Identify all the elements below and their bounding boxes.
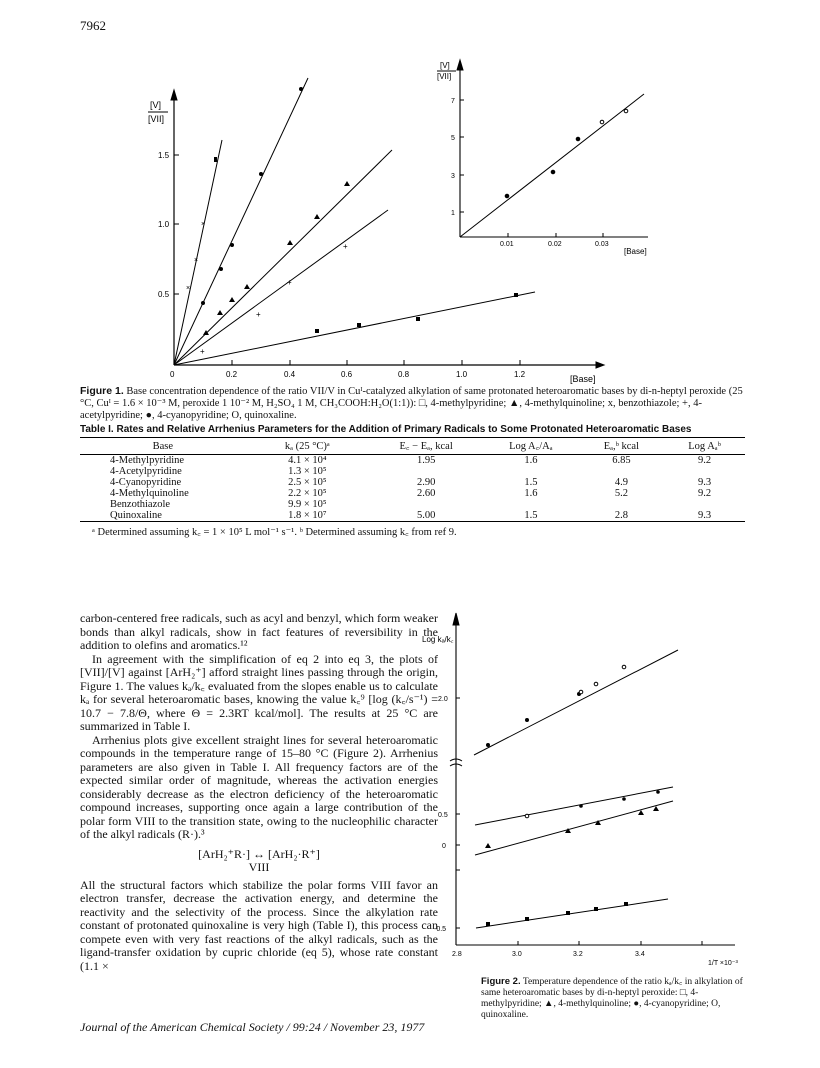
marker-circle — [622, 665, 626, 669]
marker-square — [315, 329, 319, 333]
marker-circle — [579, 690, 583, 694]
cell: 2.90 — [416, 477, 436, 488]
x-tick-label: 0.8 — [398, 370, 410, 379]
cell — [579, 466, 665, 477]
y-tick-label: 0.5 — [158, 290, 170, 299]
line-4-acetylpyridine — [174, 210, 388, 365]
y-tick-label: 1.0 — [158, 220, 170, 229]
figure-1-main-plot — [171, 78, 604, 368]
marker-triangle — [485, 843, 491, 848]
y-axis-label: Log kₐ/k꜀ — [422, 635, 454, 644]
marker-square — [514, 293, 518, 297]
figure-2 — [422, 605, 760, 975]
cell-base: Quinoxaline — [80, 510, 246, 522]
cell-base: 4-Methylquinoline — [110, 488, 189, 499]
table-1-grid — [80, 437, 745, 522]
marker-triangle — [653, 806, 659, 811]
cell-base: 4-Cyanopyridine — [110, 477, 182, 488]
y-label-top: [V] — [150, 100, 162, 110]
x-axis-arrow — [596, 362, 604, 368]
line-quinoxaline — [474, 650, 678, 755]
cell — [664, 466, 745, 477]
inset-y-tick: 5 — [451, 135, 455, 142]
figure-2-labels — [422, 635, 739, 967]
marker-dot — [201, 301, 205, 305]
line-4-methylpyridine — [476, 899, 668, 928]
figure-2-caption-text: Temperature dependence of the ratio kₐ/k꜀ in alkylation of same heteroaromatic bases by di-n-heptyl peroxide: □, 4-methylpyridine; ▲, 4-methylquinoline; ●, 4-cyanopyridine; O, quinoxaline. — [481, 977, 743, 1020]
cell — [369, 499, 483, 510]
figure-1-caption-text: Base concentration dependence of the ratio VII/V in Cuᴵ-catalyzed alkylation of same protonated heteroaromatic bases by di-n-heptyl peroxide (25 °C, Cuᴵ = 1.6 × 10⁻³ M, peroxide 1 10⁻² M, H₂SO₄ 1 M, CH₃COOH:H₂O(1:1)): □, 4-methylpyridine; ▲, 4-methylquinoline; x, benzothiazole; +, 4-acetylpyridine; ●, 4-cyanopyridine; O, quinoxaline. — [80, 386, 743, 421]
marker-dot — [259, 172, 263, 176]
cell — [664, 499, 745, 510]
marker-square — [486, 922, 490, 926]
table-row — [80, 488, 745, 499]
y-axis-arrow — [171, 90, 177, 100]
figure-2-axes — [450, 613, 735, 945]
marker-dot — [551, 170, 555, 174]
y-label-bottom: [VII] — [148, 114, 165, 124]
cell: 6.85 — [612, 455, 631, 466]
cell: 1.5 — [483, 510, 578, 522]
journal-footer: Journal of the American Chemical Society / 99:24 / November 23, 1977 — [80, 1020, 425, 1034]
marker-dot — [299, 87, 303, 91]
inset-x-tick: 0.02 — [548, 241, 562, 248]
inset-y-label-bottom: [VII] — [437, 72, 452, 81]
cell: 1.5 — [524, 477, 538, 488]
cell-base: 4-Acetylpyridine — [110, 466, 182, 477]
cell: 5.2 — [614, 488, 628, 499]
y-tick-label: 2.0 — [438, 696, 448, 703]
table-row — [80, 510, 745, 522]
marker-triangle — [314, 214, 320, 219]
cell: 2.60 — [416, 488, 436, 499]
inset-x-tick: 0.01 — [500, 241, 514, 248]
x-tick-label: 1.2 — [514, 370, 526, 379]
figure-2-caption-label: Figure 2. — [481, 976, 521, 987]
x-tick-label: 0.2 — [226, 370, 238, 379]
figure-1-main-labels — [148, 100, 596, 384]
table-1-footnote: ᵃ Determined assuming k꜀ = 1 × 10⁵ L mol⁻¹ s⁻¹. ᵇ Determined assuming k꜀ from ref 9. — [92, 527, 457, 538]
marker-plus: + — [343, 242, 348, 251]
marker-dot — [576, 137, 580, 141]
table-1 — [80, 424, 745, 539]
marker-x: × — [194, 257, 199, 264]
figure-1-markers — [186, 87, 518, 356]
line-4-cyanopyridine — [174, 78, 308, 365]
x-tick-label: 3.0 — [512, 951, 522, 958]
marker-square — [624, 902, 628, 906]
paragraph: Arrhenius plots give excellent straight lines for several heteroaromatic compounds in the temperature range of 15–80 °C (Figure 2). Arrhenius parameters are also given in Table I. All frequency factors are of the expected similar order of magnitude, whereas the activation energies considerably decrease as the electron deficiency of the heteroaromatic compound increases, supporting once again a large contribution of the polar form VIII to the transition state, owing to the nucleophilic character of the alkyl radicals (R·).³ — [80, 732, 438, 841]
line-4-methylquinoline — [475, 801, 673, 855]
cell: 1.95 — [416, 455, 436, 466]
cell: 5.00 — [369, 510, 483, 522]
marker-triangle — [344, 181, 350, 186]
cell-base: Benzothiazole — [110, 499, 171, 510]
header-cell: kₐ (25 °C)ᵃ — [246, 438, 370, 455]
x-tick-label: 3.4 — [635, 951, 645, 958]
inset-y-tick: 3 — [451, 173, 455, 180]
x-tick-label: 1.0 — [456, 370, 468, 379]
figure-2-caption — [481, 976, 746, 1021]
inset-x-axis-label: [Base] — [624, 247, 647, 256]
cell: 9.9 × 10⁵ — [288, 499, 327, 510]
marker-circle — [624, 109, 628, 113]
marker-square — [416, 317, 420, 321]
marker-dot — [579, 804, 583, 808]
marker-circle — [525, 814, 529, 818]
cell: 1.6 — [524, 488, 538, 499]
marker-circle — [594, 682, 598, 686]
marker-square — [594, 907, 598, 911]
header-cell: Base — [80, 438, 246, 455]
cell: 9.2 — [698, 488, 712, 499]
table-row — [80, 499, 745, 510]
table-row — [80, 466, 745, 477]
line-4-methylpyridine — [174, 292, 535, 365]
marker-dot — [219, 267, 223, 271]
header-cell: Eₐ,ᵇ kcal — [579, 438, 665, 455]
figure-1-inset — [457, 60, 648, 237]
marker-dot — [622, 797, 626, 801]
marker-plus: + — [200, 347, 205, 356]
marker-triangle — [229, 297, 235, 302]
inset-x-tick: 0.03 — [595, 241, 609, 248]
marker-dot — [656, 790, 660, 794]
header-cell: E꜀ − Eₐ, kcal — [369, 438, 483, 455]
cell-base: 4-Methylpyridine — [110, 455, 185, 466]
cell: 1.6 — [524, 455, 538, 466]
x-axis-label: 1/T ×10⁻³ — [708, 960, 738, 967]
marker-dot — [525, 718, 529, 722]
y-tick-label: 0.5 — [438, 812, 448, 819]
y-tick-label: 0 — [442, 843, 446, 850]
paragraph: All the structural factors which stabilize the polar forms VIII favor an electron transfer, decrease the activation energy, and determine the reactivity and the selectivity of the process. Since the alkylation rate constant of protonated quinoxaline is very high (Table I), this process can compete even with very fast reactions of the alkyl radicals, such as the ligand-transfer oxidation by cupric chloride (eq 5), whose rate constant (1.1 × — [80, 877, 438, 973]
table-row — [80, 477, 745, 488]
equation: [ArH₂⁺R·] ↔ [ArH₂·R⁺] — [198, 846, 320, 861]
table-header-row — [80, 438, 745, 455]
inset-y-label-top: [V] — [440, 61, 450, 70]
marker-circle — [600, 120, 604, 124]
body-text-column — [80, 612, 438, 973]
cell — [483, 499, 578, 510]
x-tick-label: 2.8 — [452, 951, 462, 958]
marker-triangle — [217, 310, 223, 315]
cell: 2.8 — [579, 510, 665, 522]
cell — [369, 466, 483, 477]
marker-triangle — [244, 284, 250, 289]
line-4-cyanopyridine — [475, 787, 673, 825]
cell: 1.8 × 10⁷ — [246, 510, 370, 522]
marker-dot — [230, 243, 234, 247]
marker-dot — [505, 194, 509, 198]
header-cell: Log A꜀/Aₐ — [483, 438, 578, 455]
x-axis-label: [Base] — [570, 374, 596, 384]
y-tick-label: -0.5 — [434, 926, 447, 933]
inset-line-quinoxaline — [460, 94, 644, 237]
inset-labels — [437, 61, 647, 256]
marker-dot — [486, 743, 490, 747]
figure-1-caption — [80, 385, 745, 422]
inset-markers — [505, 109, 628, 198]
paragraph: carbon-centered free radicals, such as acyl and benzyl, which form weaker bonds than alkyl radicals, show in fact features of reversibility in the addition to olefins and aromatics.¹² — [80, 611, 438, 652]
line-benzothiazole — [174, 140, 222, 365]
marker-plus: + — [287, 278, 292, 287]
cell — [483, 466, 578, 477]
x-tick-label: 0.4 — [284, 370, 296, 379]
cell: 2.5 × 10⁵ — [288, 477, 327, 488]
marker-triangle — [287, 240, 293, 245]
marker-x: × — [186, 285, 191, 292]
cell: 1.3 × 10⁵ — [288, 466, 327, 477]
marker-x: × — [201, 221, 206, 228]
cell: 4.9 — [614, 477, 628, 488]
inset-y-tick: 7 — [451, 98, 455, 105]
marker-square — [357, 323, 361, 327]
marker — [214, 157, 217, 162]
marker-plus: + — [256, 310, 261, 319]
table-1-title: Table I. Rates and Relative Arrhenius Parameters for the Addition of Primary Radicals to Some Protonated Heteroaromatic Bases — [80, 424, 692, 435]
inset-y-tick: 1 — [451, 210, 455, 217]
marker-square — [525, 917, 529, 921]
cell: 9.3 — [698, 477, 712, 488]
equation-label: VIII — [248, 860, 270, 874]
x-tick-label: 3.2 — [573, 951, 583, 958]
figure-1-caption-label: Figure 1. — [80, 385, 124, 397]
x-tick-label: 0.6 — [341, 370, 353, 379]
y-tick-label: 1.5 — [158, 151, 170, 160]
cell: 2.2 × 10⁵ — [288, 488, 327, 499]
marker-square — [566, 911, 570, 915]
paragraph: In agreement with the simplification of eq 2 into eq 3, the plots of [VII]/[V] against [ArH₂⁺] afford straight lines passing through the origin, Figure 1. The values kₐ/k꜀ evaluated from the slopes enable us to calculate kₐ for several heteroaromatic bases, knowing the value k꜀⁹ [log (k꜀/s⁻¹) = 10.7 − 7.8/Θ, where Θ = 2.3RT kcal/mol]. The results at 25 °C are summarized in Table I. — [80, 651, 438, 733]
origin-label: 0 — [170, 370, 175, 379]
cell: 9.3 — [664, 510, 745, 522]
cell: 4.1 × 10⁴ — [288, 455, 327, 466]
cell: 9.2 — [698, 455, 712, 466]
page-number: 7962 — [80, 18, 106, 33]
cell — [579, 499, 665, 510]
header-cell: Log Aₐᵇ — [664, 438, 745, 455]
table-row — [80, 455, 745, 467]
figure-1 — [0, 0, 820, 390]
